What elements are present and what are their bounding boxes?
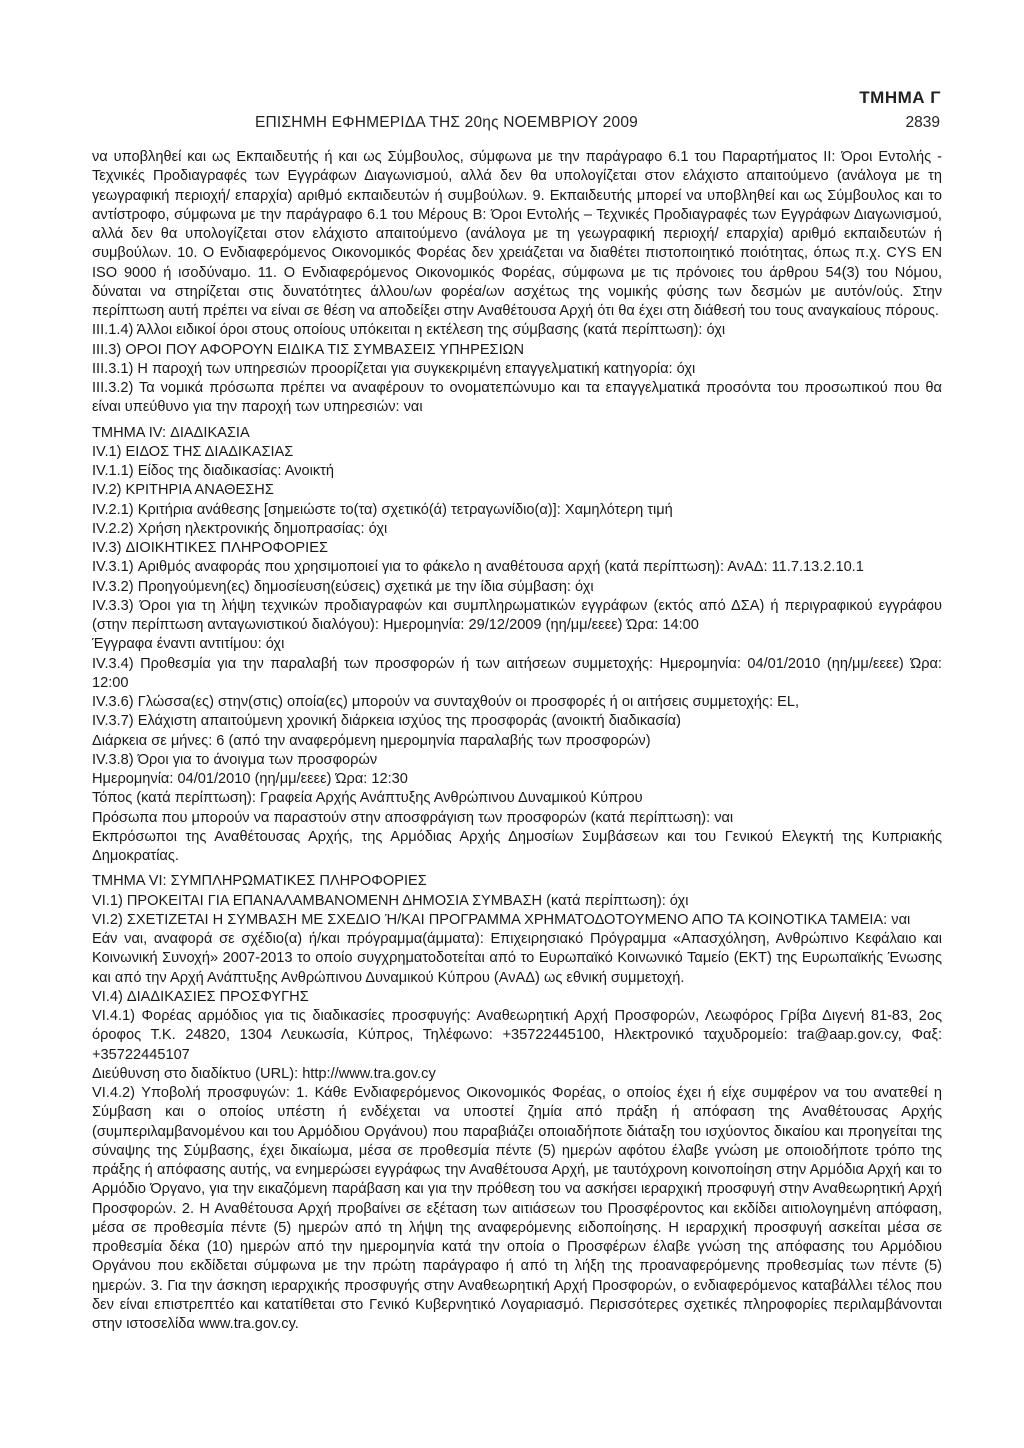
paragraph-iii-3-1: ΙΙΙ.3.1) Η παροχή των υπηρεσιών προορίζεται για συγκεκριμένη επαγγελματική κατηγορία: όχι [92, 360, 696, 377]
heading-iv-1: IV.1) ΕΙΔΟΣ ΤΗΣ ΔΙΑΔΙΚΑΣΙΑΣ [92, 443, 294, 460]
paragraph-duration: Διάρκεια σε μήνες: 6 (από την αναφερόμενη ημερομηνία παραλαβής των προσφορών) [92, 732, 651, 749]
paragraph-iii-3-2: ΙΙΙ.3.2) Τα νομικά πρόσωπα πρέπει να αναφέρουν το ονοματεπώνυμο και τα επαγγελματικά προσόντα του προσωπικού που θα είναι υπεύθυνο για την παροχή των υπηρεσιών: ναι [92, 380, 942, 416]
paragraph-iv-3-2: IV.3.2) Προηγούμενη(ες) δημοσίευση(εύσεις) σχετικά με την ίδια σύμβαση: όχι [92, 578, 594, 595]
heading-iii-3: ΙΙΙ.3) ΟΡΟΙ ΠΟΥ ΑΦΟΡΟΥΝ ΕΙΔΙΚΑ ΤΙΣ ΣΥΜΒΑΣΕΙΣ ΥΠΗΡΕΣΙΩΝ [92, 341, 525, 358]
paragraph-opening-date: Ημερομηνία: 04/01/2010 (ηη/μμ/εεεε) Ώρα: 12:30 [92, 771, 408, 787]
paragraph-continuation: να υποβληθεί και ως Εκπαιδευτής ή και ως Σύμβουλος, σύμφωνα με την παράγραφο 6.1 του Παραρτήματος ΙΙ: Όροι Εντολής - Τεχνικές Προδιαγραφές των Εγγράφων Διαγωνισμού, αλλά δεν θα υπολογίζεται στον ελάχιστο απαιτούμενο (ανάλογα με τη γεωγραφική περιοχή/ επαρχία) αριθμό εκπαιδευτών ή συμβούλων. 9. Εκπαιδευτής μπορεί να υποβληθεί και ως Σύμβουλος και το αντίστροφο, σύμφωνα με την παράγραφο 6.1 του Μέρους Β: Όροι Εντολής – Τεχνικές Προδιαγραφές των Εγγράφων Διαγωνισμού, αλλά δεν θα υπολογίζεται στον ελάχιστο απαιτούμενο (ανάλογα με τη γεωγραφική περιοχή/ επαρχία) αριθμό εκπαιδευτών ή συμβούλων. 10. Ο Ενδιαφερόμενος Οικονομικός Φορέας δεν χρειάζεται να διαθέτει πιστοποιητικό ποιότητας, όπως π.χ. CYS EN ISO 9000 ή ισοδύναμο. 11. Ο Ενδιαφερόμενος Οικονομικός Φορέας, σύμφωνα με τις πρόνοιες του άρθρου 54(3) του Νόμου, δύναται να στηρίζεται στις δυνατότητες άλλου/ων φορέα/ων ασχέτως της νομικής φύσης των δεσμών με αυτόν/ούς. Στην περίπτωση αυτή πρέπει να είναι σε θέση να αποδείξει στην Αναθέτουσα Αρχή ότι θα έχει στη διάθεσή του τους αναγκαίους πόρους. [92, 149, 942, 319]
heading-iv-2: IV.2) ΚΡΙΤΗΡΙΑ ΑΝΑΘΕΣΗΣ [92, 482, 274, 499]
paragraph-persons: Πρόσωπα που μπορούν να παραστούν στην αποσφράγιση των προσφορών (κατά περίπτωση): ναι [92, 809, 734, 826]
page-number: 2839 [905, 114, 940, 131]
running-head: ΕΠΙΣΗΜΗ ΕΦΗΜΕΡΙΔΑ ΤΗΣ 20ης ΝΟΕΜΒΡΙΟΥ 2009 [255, 114, 638, 131]
section-heading-iv: ΤΜΗΜΑ IV: ΔΙΑΔΙΚΑΣΙΑ [92, 424, 250, 441]
paragraph-iii-1-4: ΙΙΙ.1.4) Άλλοι ειδικοί όροι στους οποίους υπόκειται η εκτέλεση της σύμβασης (κατά περίπτωση): όχι [92, 322, 726, 339]
paragraph-fee-documents: Έγγραφα έναντι αντιτίμου: όχι [92, 636, 285, 653]
heading-iv-3: IV.3) ΔΙΟΙΚΗΤΙΚΕΣ ΠΛΗΡΟΦΟΡΙΕΣ [92, 540, 328, 556]
section-heading-vi: ΤΜΗΜΑ VI: ΣΥΜΠΛΗΡΩΜΑΤΙΚΕΣ ΠΛΗΡΟΦΟΡΙΕΣ [92, 873, 427, 890]
paragraph-iv-3-1: IV.3.1) Αριθμός αναφοράς που χρησιμοποιεί για το φάκελο η αναθέτουσα αρχή (κατά περίπτωση): ΑνΑΔ: 11.7.13.2.10.1 [92, 559, 864, 576]
paragraph-vi-2: VI.2) ΣΧΕΤΙΖΕΤΑΙ Η ΣΥΜΒΑΣΗ ΜΕ ΣΧΕΔΙΟ Ή/ΚΑΙ ΠΡΟΓΡΑΜΜΑ ΧΡΗΜΑΤΟΔΟΤΟΥΜΕΝΟ ΑΠΟ ΤΑ ΚΟΙΝΟΤΙΚΑ ΤΑΜΕΙΑ: ναι [92, 911, 911, 928]
paragraph-vi-1: VI.1) ΠΡΟΚΕΙΤΑΙ ΓΙΑ ΕΠΑΝΑΛΑΜΒΑΝΟΜΕΝΗ ΔΗΜΟΣΙΑ ΣΥΜΒΑΣΗ (κατά περίπτωση): όχι [92, 892, 689, 909]
paragraph-iv-3-4: IV.3.4) Προθεσμία για την παραλαβή των προσφορών ή των αιτήσεων συμμετοχής: Ημερομηνία: 04/01/2010 (ηη/μμ/εεεε) Ώρα: 12:00 [92, 655, 942, 691]
paragraph-vi-4-1: VI.4.1) Φορέας αρμόδιος για τις διαδικασίες προσφυγής: Αναθεωρητική Αρχή Προσφορών, Λεωφόρος Γρίβα Διγενή 81-83, 2ος όροφος Τ.Κ. 24820, 1304 Λευκωσία, Κύπρος, Τηλέφωνο: +35722445100, Ηλεκτρονικό ταχυδρομείο: tra@aap.gov.cy, Φαξ: +35722445107 [92, 1008, 942, 1063]
paragraph-iv-3-6: IV.3.6) Γλώσσα(ες) στην(στις) οποία(ες) μπορούν να συνταχθούν οι προσφορές ή οι αιτήσεις συμμετοχής: EL, [92, 694, 800, 710]
paragraph-url: Διεύθυνση στο διαδίκτυο (URL): http://www.tra.gov.cy [92, 1065, 436, 1082]
section-label: ΤΜΗΜΑ Γ [859, 88, 941, 107]
paragraph-place: Τόπος (κατά περίπτωση): Γραφεία Αρχής Ανάπτυξης Ανθρώπινου Δυναμικού Κύπρου [92, 790, 643, 807]
paragraph-iv-2-1: IV.2.1) Κριτήρια ανάθεσης [σημειώστε το(τα) σχετικό(ά) τετραγωνίδιο(α)]: Χαμηλότερη τιμή [92, 501, 673, 518]
paragraph-iv-2-2: IV.2.2) Χρήση ηλεκτρονικής δημοπρασίας: όχι [92, 520, 388, 537]
paragraph-vi-4-2: VI.4.2) Υποβολή προσφυγών: 1. Κάθε Ενδιαφερόμενος Οικονομικός Φορέας, ο οποίος έχει ή είχε συμφέρον να του ανατεθεί η Σύμβαση και ο οποίος υπέστη ή ενδέχεται να υποστεί ζημία από πράξη ή απόφαση της Αναθέτουσας Αρχής (συμπεριλαμβανομένου και του Αρμόδιου Οργάνου) που παραβιάζει οποιαδήποτε διάταξη του ισχύοντος δικαίου και προηγείται της σύναψης της Σύμβασης, έχει δικαίωμα, μέσα σε προθεσμία πέντε (5) ημερών αφότου έλαβε γνώση με οποιοδήποτε τρόπο της πράξης ή απόφασης αυτής, να ενημερώσει εγγράφως την Αναθέτουσα Αρχή, με ταυτόχρονη κοινοποίηση στην Αρμόδια Αρχή και το Αρμόδιο Όργανο, για την εικαζόμενη παράβαση και για την πρόθεση του να ασκήσει ιεραρχική προσφυγή στην Αναθεωρητική Αρχή Προσφορών. 2. Η Αναθέτουσα Αρχή προβαίνει σε εξέταση των αιτιάσεων του Προσφέροντος και εκδίδει αιτιολογημένη απόφαση, μέσα σε προθεσμία πέντε (5) ημερών από τη λήψη της αναφερόμενης ειδοποίησης. Η ιεραρχική προσφυγή ασκείται μέσα σε προθεσμία δέκα (10) ημερών από την ημερομηνία κατά την οποία ο Προσφέρων έλαβε γνώση της απόφασης του Αρμόδιου Οργάνου που εκδίδεται σύμφωνα με την πρώτη παράγραφο ή από τη λήξη της προαναφερόμενης προθεσμίας των πέντε (5) ημερών. 3. Για την άσκηση ιεραρχικής προσφυγής στην Αναθεωρητική Αρχή Προσφορών, ο ενδιαφερόμενος καταβάλλει τέλος που δεν είναι επιστρεπτέο και κατατίθεται στο Γενικό Κυβερνητικό Λογαριασμό. Περισσότερες σχετικές πληροφορίες περιλαμβάνονται στην ιστοσελίδα www.tra.gov.cy. [92, 1085, 942, 1332]
paragraph-iv-1-1: IV.1.1) Είδος της διαδικασίας: Ανοικτή [92, 463, 335, 479]
paragraph-iv-3-7: IV.3.7) Ελάχιστη απαιτούμενη χρονική διάρκεια ισχύος της προσφοράς (ανοικτή διαδικασία) [92, 713, 681, 730]
paragraph-iv-3-8: IV.3.8) Όροι για το άνοιγμα των προσφορών [92, 751, 378, 768]
paragraph-programme: Εάν ναι, αναφορά σε σχέδιο(α) ή/και πρόγραμμα(άμματα): Επιχειρησιακό Πρόγραμμα «Απασχόληση, Ανθρώπινο Κεφάλαιο και Κοινωνική Συνοχή» 2007-2013 το οποίο συγχρηματοδοτείται από το Ευρωπαϊκό Κοινωνικό Ταμείο (ΕΚΤ) της Ευρωπαϊκής Ένωσης και από την Αρχή Ανάπτυξης Ανθρώπινου Δυναμικού Κύπρου (ΑνΑΔ) ως εθνική συμμετοχή. [92, 931, 942, 986]
heading-vi-4: VI.4) ΔΙΑΔΙΚΑΣΙΕΣ ΠΡΟΣΦΥΓΗΣ [92, 988, 309, 1005]
paragraph-representatives: Εκπρόσωποι της Αναθέτουσας Αρχής, της Αρμόδιας Αρχής Δημοσίων Συμβάσεων και του Γενικού Ελεγκτή της Κυπριακής Δημοκρατίας. [92, 828, 942, 864]
document-body [92, 148, 942, 1334]
paragraph-iv-3-3: IV.3.3) Όροι για τη λήψη τεχνικών προδιαγραφών και συμπληρωματικών εγγράφων (εκτός από ΔΣΑ) ή περιγραφικού εγγράφου (στην περίπτωση ανταγωνιστικού διαλόγου): Ημερομηνία: 29/12/2009 (ηη/μμ/εεεε) Ώρα: 14:00 [92, 597, 942, 633]
